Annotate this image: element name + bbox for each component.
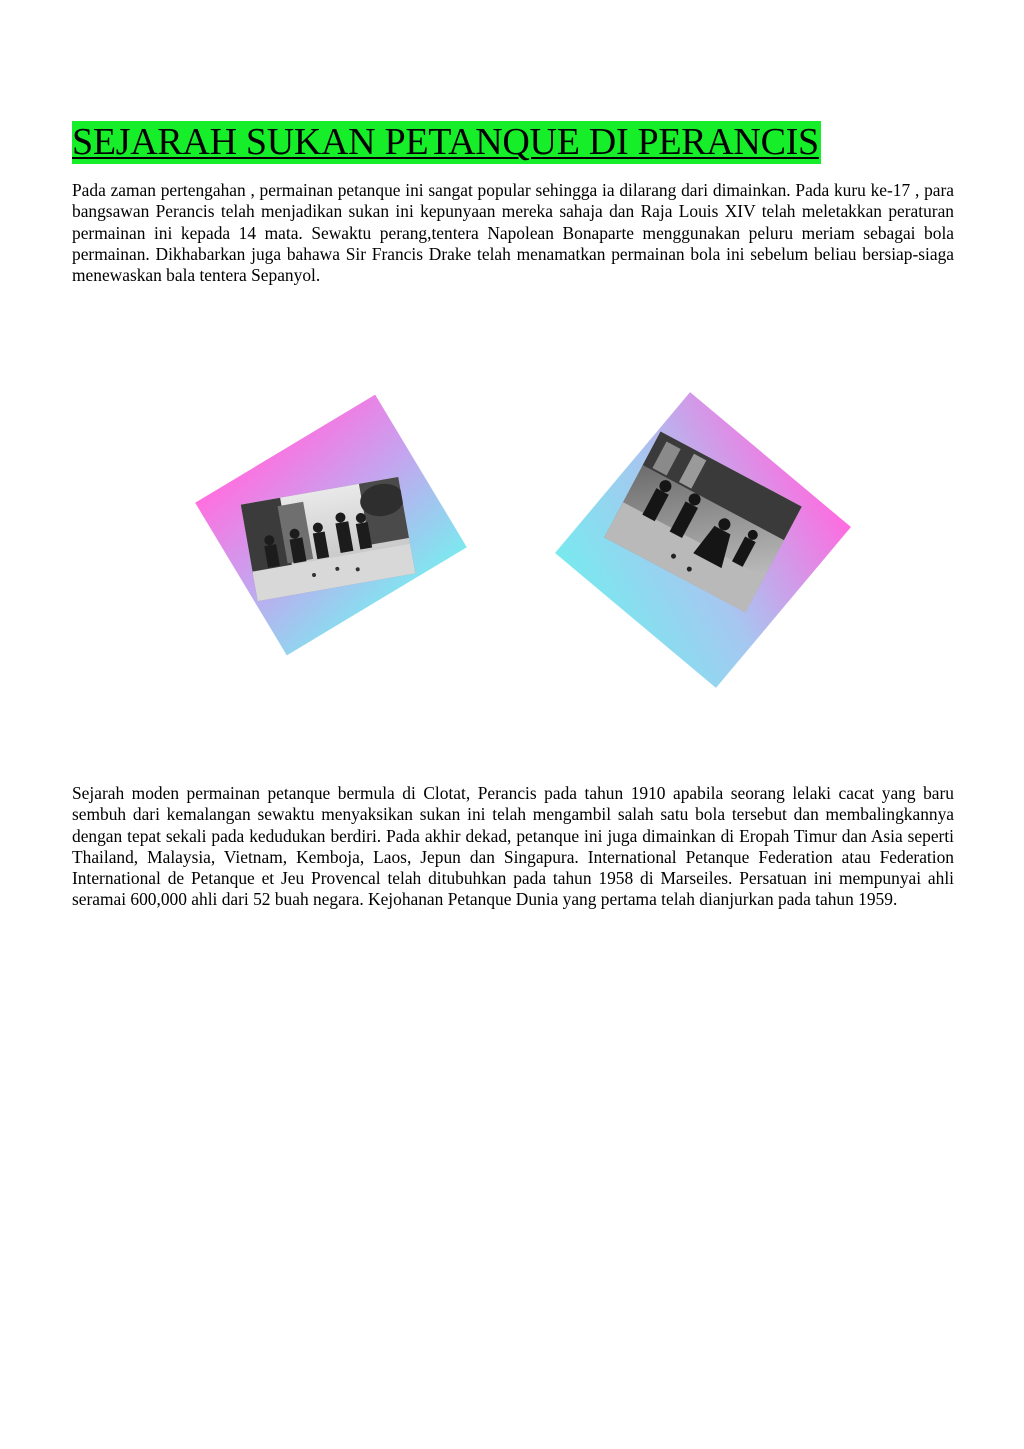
paragraph-history-medieval: Pada zaman pertengahan , permainan petanque ini sangat popular sehingga ia dilarang dari dimainkan. Pada kuru ke-17 , para bangsawan Perancis telah menjadikan sukan ini kepunyaan mereka sahaja dan Raja Louis XIV telah meletakkan peraturan permainan ini kepada 14 mata. Sewaktu perang,tentera Napolean Bonaparte menggunakan peluru meriam sebagai bola permainan. Dikhabarkan juga bahawa Sir Francis Drake telah menamatkan permainan bola ini sebelum beliau bersiap-siaga menewaskan bala tentera Sepanyol. (72, 180, 954, 286)
page-title: SEJARAH SUKAN PETANQUE DI PERANCIS (72, 121, 819, 163)
paragraph-history-modern: Sejarah moden permainan petanque bermula di Clotat, Perancis pada tahun 1910 apabila seorang lelaki cacat yang baru sembuh dari kemalangan sewaktu menyaksikan sukan ini telah mengambil salah satu bola tersebut dan membalingkannya dengan tepat sekali pada kedudukan berdiri. Pada akhir dekad, petanque ini juga dimainkan di Eropah Timur dan Asia seperti Thailand, Malaysia, Vietnam, Kemboja, Laos, Jepun dan Singapura. International Petanque Federation atau Federation International de Petanque et Jeu Provencal telah ditubuhkan pada tahun 1958 di Marseiles. Persatuan ini mempunyai ahli seramai 600,000 ahli dari 52 buah negara. Kejohanan Petanque Dunia yang pertama telah dianjurkan pada tahun 1959. (72, 783, 954, 910)
